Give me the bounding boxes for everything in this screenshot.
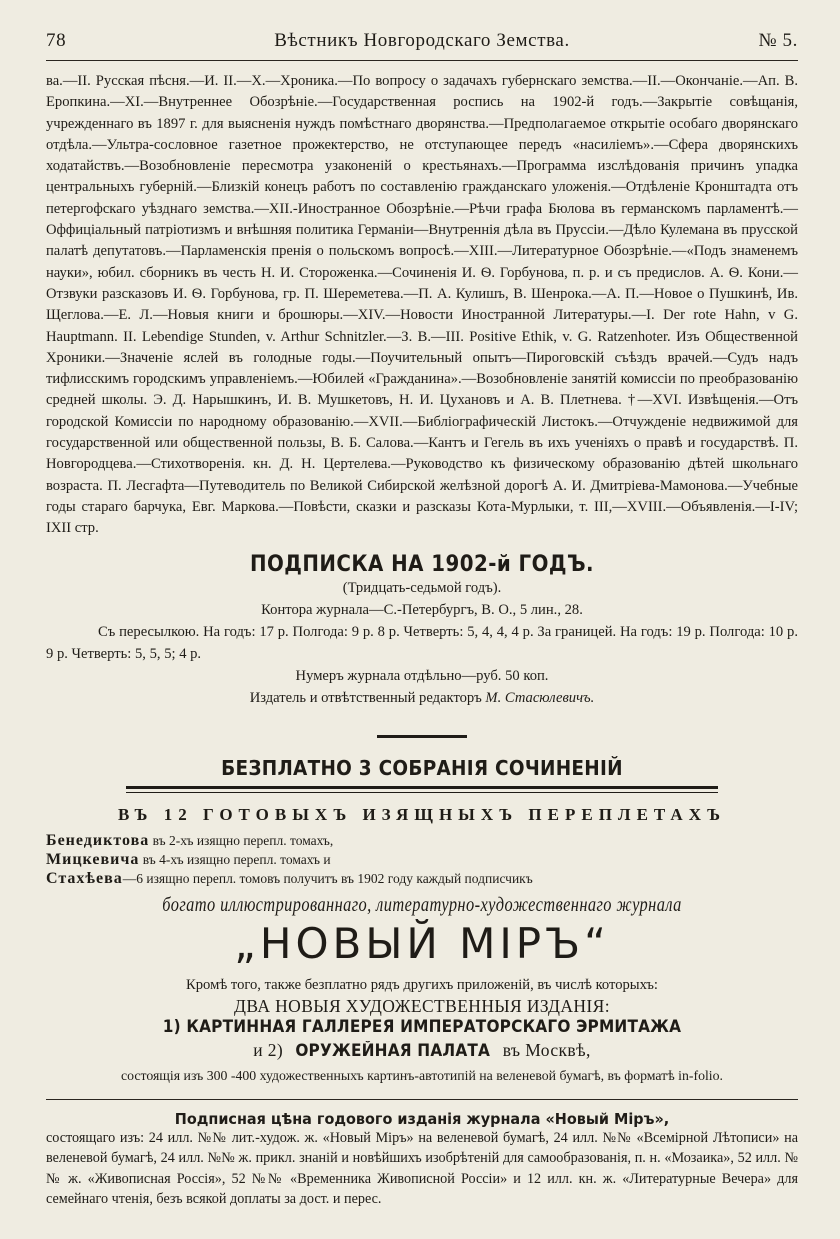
contents-paragraph: ва.—II. Русская пѣсня.—И. II.—X.—Хроника.—По вопросу о задачахъ губернскаго земства.—II.—Окончаніе.—Ап. В. Еропкина.—XI.—Внутреннее Обозрѣніе.—Государственная роспись на 1902-й годъ.—Закрытіе совѣщанія, учрежденнаго въ 1897 г. для выясненія нуждъ помѣстнаго дворянства.—Предполагаемое открытіе особаго дворянскаго отдѣла.—Ультра-сословное газетное прожектерство, не отступающее передъ «насиліемъ».—Сфера дворянскихъ ходатайствъ.—Возобновленіе пересмотра узаконеній о крестьянахъ.—Программа изслѣдованія причинъ упадка центральныхъ губерній.—Близкій конецъ работъ по составленію гражданскаго уложенія.—Отдѣленіе Кронштадта отъ петергофскаго уѣзднаго земства.—XII.-Иностранное Обозрѣніе.—Рѣчи графа Бюлова въ германскомъ парламентѣ.—Оффиціальный патріотизмъ и внѣшняя политика Германіи—Внутреннія дѣла въ Пруссіи.—Дѣло Кулемана въ прусской палатѣ депутатовъ.—Парламенскія пренія о польскомъ вопросѣ.—XIII.—Литературное Обозрѣніе.—«Подъ знаменемъ науки», юбил. сборникъ въ честь Н. И. Стороженка.—Сочиненія И. Ѳ. Горбунова, п. р. и съ предислов. А. Ѳ. Кони.—Отзвуки разсказовъ И. Ѳ. Горбунова, гр. П. Шереметева.—П. А. Кулишъ, В. Шенрока.—А. П.—Новое о Пушкинѣ, Ив. Щеглова.—Е. Л.—Новыя книги и брошюры.—XIV.—Новости Иностранной Литературы.—I. Der rote Hahn, v G. Hauptmann. II. Lebendige Stunden, v. Arthur Schnitzler.—З. В.—III. Positive Ethik, v. G. Ratzenhoter. Изъ Общественной Хроники.—Значеніе яслей въ голодные годы.—Поучительный опытъ—Пироговскій съѣздъ врачей.—Судъ надъ тифлисскимъ городскимъ управленіемъ.—Юбилей «Гражданина».—Возобновленіе занятій комиссіи по преобразованію средней школы. Э. Д. Нарышкинъ, И. В. Мушкетовъ, Н. И. Цухановъ и А. В. Плетнева. †—XVI. Извѣщенія.—Отъ городской Комиссіи по народному образованію.—XVII.—Библіографическій Листокъ.—Отчужденіе недвижимой для государственной или общественной пользы, В. Б. Салова.—Кантъ и Гегель въ ихъ ученіяхъ о правѣ и государствѣ. П. Новгородцева.—Стихотворенія. кн. Д. Н. Цертелева.—Руководство къ физическому образованію дѣтей школьнаго возраста. П. Лесгафта—Путеводитель по Великой Сибирской желѣзной дорогѣ А. И. Дмитріева-Мамонова.—Учебные годы стараго барчука, Евг. Маркова.—Повѣсти, сказки и разсказы Кота-Мурлыки, т. III,—XVIII.—Объявленія.—I-IV; IXII стр. bbox=[46, 73, 798, 537]
author1-text: въ 2-хъ изящно перепл. томахъ, bbox=[152, 832, 334, 848]
bindings-line: ВЪ 12 ГОТОВЫХЪ ИЗЯЩНЫХЪ ПЕРЕПЛЕТАХЪ bbox=[118, 804, 726, 824]
edition2-name: ОРУЖЕЙНАЯ ПАЛАТА bbox=[295, 1040, 491, 1060]
publisher-line bbox=[46, 687, 798, 709]
office-address: Контора журнала—С.-Петербургъ, В. О., 5 лин., 28. bbox=[261, 601, 583, 618]
authors-block bbox=[46, 831, 798, 888]
subscription-prices: Съ пересылкою. На годъ: 17 р. Полгода: 9 р. 8 р. Четверть: 5, 4, 4, 4 р. За границей. На годъ: 19 р. Полгода: 10 р. 9 р. Четверть: 5, 5, 5; 4 р. bbox=[46, 623, 798, 662]
subscription-title: ПОДПИСКА НА 1902-й ГОДЪ. bbox=[250, 551, 594, 577]
issue-number: № 5. bbox=[758, 30, 798, 51]
author1-name: Бенедиктова bbox=[46, 831, 150, 849]
author2-name: Мицкевича bbox=[46, 850, 140, 868]
price-title: Подписная цѣна годового изданія журнала «Новый Міръ», bbox=[174, 1109, 670, 1128]
page-number: 78 bbox=[46, 30, 67, 51]
author3-name: Стахѣева bbox=[46, 869, 123, 887]
journal-name: „НОВЫЙ МІРЪ“ bbox=[234, 918, 610, 968]
publisher-name: М. Стасюлевичъ. bbox=[485, 689, 595, 706]
edition-armoury bbox=[46, 1040, 798, 1061]
author3-text: —6 изящно перепл. томовъ получитъ въ 1902 году каждый подписчикъ bbox=[122, 870, 533, 886]
single-issue-price: Нумеръ журнала отдѣльно—руб. 50 коп. bbox=[295, 667, 549, 684]
edition2-prefix: и 2) bbox=[253, 1039, 284, 1060]
besides-line: Кромѣ того, также безплатно рядъ другихъ приложеній, въ числѣ которыхъ: bbox=[186, 976, 658, 993]
author-stakheev bbox=[46, 869, 798, 888]
running-header bbox=[46, 30, 798, 52]
header-rule bbox=[46, 60, 798, 61]
price-divider bbox=[46, 1099, 798, 1100]
page bbox=[46, 30, 798, 1210]
edition2-suffix: въ Москвѣ, bbox=[502, 1039, 591, 1060]
publisher-label: Издатель и отвѣтственный редакторъ bbox=[249, 689, 482, 706]
ad-headline: БЕЗПЛАТНО 3 СОБРАНІЯ СОЧИНЕНІЙ bbox=[221, 755, 623, 780]
price-text: состоящаго изъ: 24 илл. №№ лит.-худож. ж. «Новый Міръ» на веленевой бумагѣ, 24 илл. №№ «Всемірной Лѣтописи» на веленевой бумагѣ, 24 илл. №№ ж. прикл. знаній и новѣйшихъ изобрѣтеній для самообразованія, п. н. «Мозаика», 52 илл. №№ ж. «Живописная Россія», 52 №№ «Временника Живописной Россіи» и 12 илл. кн. ж. «Литературные Вечера» для семейнаго чтенія, безъ всякой доплаты за дост. и перес. bbox=[46, 1129, 798, 1208]
edition-hermitage: 1) КАРТИННАЯ ГАЛЛЕРЕЯ ИМПЕРАТОРСКАГО ЭРМИТАЖА bbox=[162, 1016, 682, 1036]
headline-underline bbox=[126, 786, 718, 793]
consisting-line: состоящія изъ 300 -400 художественныхъ картинъ-автотипій на веленевой бумагѣ, въ форматѣ in-folio. bbox=[120, 1067, 723, 1083]
journal-description: богато иллюстрированнаго, литературно-художественнаго журнала bbox=[162, 893, 682, 916]
author2-text: въ 4-хъ изящно перепл. томахъ и bbox=[142, 851, 331, 867]
journal-title: Вѣстникъ Новгородскаго Земства. bbox=[274, 30, 570, 51]
author-mickiewicz bbox=[46, 850, 798, 869]
two-editions: ДВА НОВЫЯ ХУДОЖЕСТВЕННЫЯ ИЗДАНІЯ: bbox=[234, 995, 610, 1016]
author-benediktov bbox=[46, 831, 798, 850]
section-divider bbox=[377, 735, 467, 738]
year-note: (Тридцать-седьмой годъ). bbox=[342, 579, 502, 596]
